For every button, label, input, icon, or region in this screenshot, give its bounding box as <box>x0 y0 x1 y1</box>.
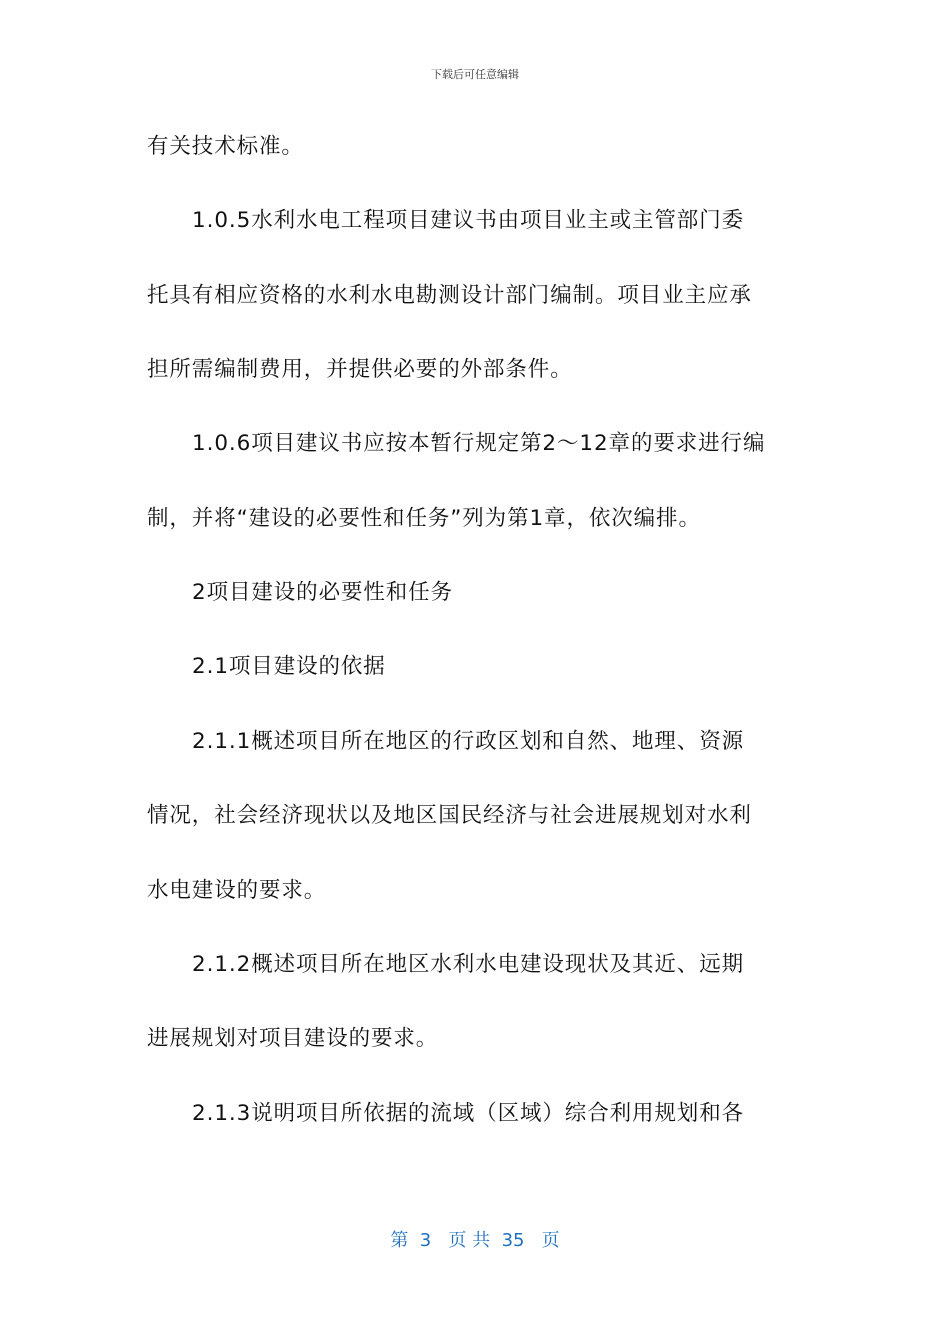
body-line: 水电建设的要求。 <box>147 878 327 903</box>
body-line: 1.0.6项目建议书应按本暂行规定第2～12章的要求进行编 <box>192 431 766 456</box>
body-line: 进展规划对项目建设的要求。 <box>147 1026 439 1051</box>
body-line: 2.1.3说明项目所依据的流域（区域）综合利用规划和各 <box>192 1101 745 1126</box>
body-line: 1.0.5水利水电工程项目建议书由项目业主或主管部门委 <box>192 208 745 233</box>
body-line: 制，并将“建设的必要性和任务”列为第1章，依次编排。 <box>147 506 701 531</box>
body-line: 托具有相应资格的水利水电勘测设计部门编制。项目业主应承 <box>147 283 752 308</box>
body-line: 情况，社会经济现状以及地区国民经济与社会进展规划对水利 <box>147 803 752 828</box>
subsection-heading: 2.1项目建设的依据 <box>192 654 386 679</box>
body-line: 担所需编制费用，并提供必要的外部条件。 <box>147 357 573 382</box>
page-number-footer: 第 3 页 共 35 页 <box>390 1230 560 1251</box>
page-header: 下载后可任意编辑 <box>431 68 519 81</box>
body-line: 有关技术标准。 <box>147 134 304 159</box>
body-line: 2.1.1概述项目所在地区的行政区划和自然、地理、资源 <box>192 729 745 754</box>
body-line: 2.1.2概述项目所在地区水利水电建设现状及其近、远期 <box>192 952 745 977</box>
section-heading: 2项目建设的必要性和任务 <box>192 580 453 605</box>
